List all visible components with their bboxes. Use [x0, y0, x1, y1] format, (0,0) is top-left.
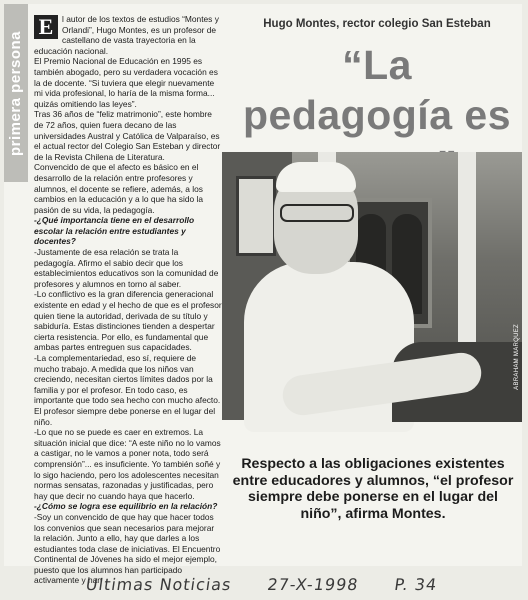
photo-window [236, 176, 276, 256]
question-1: -¿Qué importancia tiene en el desarrollo escolar la relación entre estudiantes y docentes? [34, 215, 195, 247]
photo-glasses [280, 204, 354, 222]
answer-4: -Lo que no se puede es caer en extremos. La situación inicial que dice: “A este niño no lo vamos a castigar, no le vamos a poner nota, todo será comprensión”... es insuficiente. Yo también soñé y lo sigo haciendo, pero los adolescentes necesitan normas sensatas, razonadas y justificadas, pero hay que decir no cuando haya que hacerlo. [34, 427, 221, 501]
answer-3: -La complementariedad, eso sí, requiere de mucho trabajo. A medida que los niños van creciendo, necesitan ciertos límites dados por la familia y por el profesor. En todo caso, es importante que todo sea hecho con mucho afecto. El profesor siempre debe ponerse en el lugar del niño. [34, 353, 221, 427]
answer-5: -Soy un convencido de que hay que hacer todos los convenios que sean necesarios para mejorar la relación. Junto a ello, hay que darles a los estudiantes toda clase de iniciativas. El Encuentro Continental de Jóvenes ha sido el mejor ejemplo, puesto que los alumnos han participado activamente y han [34, 511, 221, 586]
answer-2: -Lo conflictivo es la gran diferencia generacional existente en edad y el hecho de que es el profesor quien tiene la autoridad, derivada de su título y sabiduría. Estas distinciones tienden a despertar cierta resistencia. Por ello, es fundamental que ambas partes entreguen sus capacidades. [34, 289, 222, 353]
paragraph-3: Tras 36 años de “feliz matrimonio”, este hombre de 72 años, quien fuera decano de las universidades Austral y Católica de Valparaíso, es el actual rector del Colegio San Esteban y director de la Revista Chilena de Literatura. [34, 109, 221, 162]
paragraph-1: E l autor de los textos de estudios “Montes y Orlandi”, Hugo Montes, es un profesor de castellano de vasta trayectoria en la educación nacional. [34, 14, 219, 56]
handwritten-annotation [84, 570, 528, 598]
answer-1: -Justamente de esa relación se trata la pedagogía. Afirmo el sabio decir que los establecimientos educativos son la comunidad de profesores y alumnos en torno al saber. [34, 247, 219, 289]
section-label: primera persona [7, 30, 25, 156]
annotation-date: 27-X-1998 [266, 574, 360, 594]
byline: Hugo Montes, rector colegio San Esteban [263, 18, 491, 30]
photo-caption: Respecto a las obligaciones existentes entre educadores y alumnos, “el profesor siempre debe ponerse en el lugar del niño”, afirma Montes. [232, 456, 514, 522]
photo-man-hair [276, 162, 356, 192]
headline: “La pedagogía es [242, 42, 511, 138]
annotation-source: Ultimas Noticias [84, 574, 233, 594]
paragraph-2: El Premio Nacional de Educación en 1995 es también abogado, pero su verdadera vocación es la de docente. “Si tuviera que elegir nuevamente mi vida profesional, lo haría de la misma forma... quizás omitiendo las leyes”. [34, 56, 218, 109]
drop-cap: E [34, 15, 58, 39]
paragraph-4: Convencido de que el afecto es básico en el desarrollo de la relación entre profesores y alumnos, el docente se refiere, además, a los cambios en la educación y a lo que ha sido la pasión de su vida, la pedagogía. [34, 162, 204, 215]
section-tab [4, 4, 28, 182]
photo-credit: ABRAHAM MÁRQUEZ [514, 324, 520, 390]
annotation-page: P. 34 [393, 574, 439, 594]
question-2: -¿Cómo se logra ese equilibrio en la relación? [34, 501, 218, 512]
portrait-photo [222, 152, 522, 420]
